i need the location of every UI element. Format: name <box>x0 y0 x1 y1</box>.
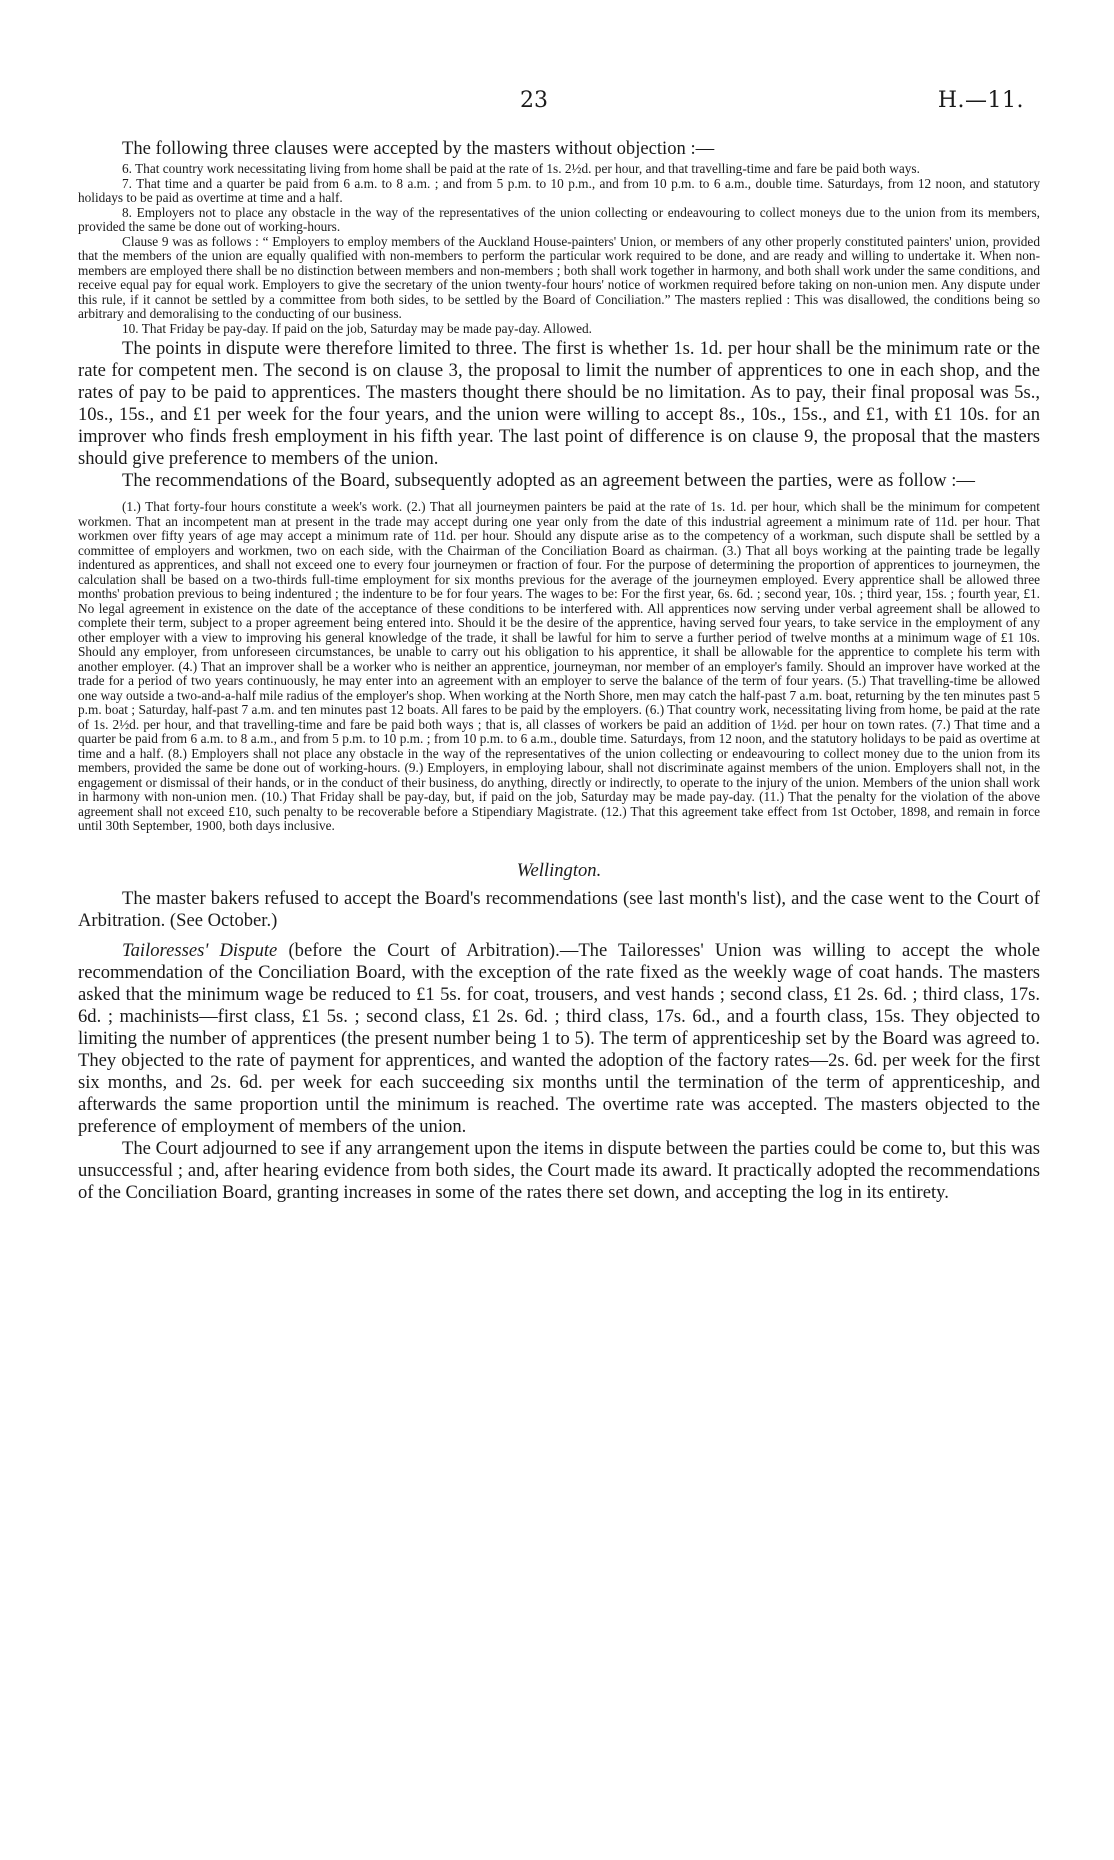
court-paragraph: The Court adjourned to see if any arrangement upon the items in dispute between the parties could be come to, but this was unsuccessful ; and, after hearing evidence from both sides, the Court made its award. It practically adopted the recommendations of the Conciliation Board, granting increases in some of the rates there set down, and accepting the log in its entirety. <box>78 1137 1040 1203</box>
points-in-dispute: The points in dispute were therefore limited to three. The first is whether 1s. 1d. per hour shall be the minimum rate or the rate for competent men. The second is on clause 3, the proposal to limit the number of apprentices to one in each shop, and the rates of pay to be paid to apprentices. The masters thought there should be no limitation. As to pay, their final proposal was 5s., 10s., 15s., and £1 per week for the four years, and the union were willing to accept 8s., 10s., 15s., and £1, with £1 10s. for an improver who finds fresh employment in his fifth year. The last point of difference is on clause 9, the proposal that the masters should give preference to members of the union. <box>78 338 1040 469</box>
recommendations-intro: The recommendations of the Board, subsequently adopted as an agreement between the parties, were as follow :— <box>122 470 975 491</box>
clause-8: 8. Employers not to place any obstacle in the way of the representatives of the union collecting or endeavouring to collect moneys due to the union from its members, provided the same be done out of working-hours. <box>78 204 1040 234</box>
recommendations-text: (1.) That forty-four hours constitute a week's work. (2.) That all journeymen painters be paid at the rate of 1s. 1d. per hour, which shall be the minimum for competent workmen. That an incompetent man at present in the trade may accept during one year only from the date of this industrial agreement a minimum rate of 11d. per hour. That workmen over fifty years of age may accept a minimum rate of 11d. per hour. Should any dispute arise as to the competency of a workman, such dispute shall be settled by a committee of employers and workmen, two on each side, with the Chairman of the Conciliation Board as chairman. (3.) That all boys working at the painting trade be legally indentured as apprentices, and shall not exceed one to every four journeymen or fraction of four. For the purpose of determining the proportion of apprentices to journeymen, the calculation shall be based on a two-thirds full-time employment for six months previous for the average of the journeymen employed. Every apprentice shall be allowed three months' probation previous to being indentured ; the indenture to be for four years. The wages to be: For the first year, 6s. 6d. ; second year, 10s. ; third year, 15s. ; fourth year, £1. No legal agreement in existence on the date of the acceptance of these conditions to be interfered with. All apprentices now serving under verbal agreement shall be allowed to complete their term, subject to a proper agreement being entered into. Should it be the desire of the apprentice, having served four years, to take service in the employment of any other employer with a view to improving his general knowledge of the trade, it shall be lawful for him to serve a further period of twelve months at a minimum wage of £1 10s. Should any employer, from unforeseen circumstances, be unable to carry out his obligation to his apprentice, it shall be allowable for the apprentice to complete his term with another employer. (4.) That an improver shall be a worker who is neither an apprentice, journeyman, nor member of an employer's family. Should an improver have worked at the trade for a period of two years continuously, he may enter into an agreement with an employer to serve the balance of the term of four years. (5.) That travelling-time be allowed one way outside a two-and-a-half mile radius of the employer's shop. When working at the North Shore, men may catch the half-past 7 a.m. boat, returning by the ten minutes past 5 p.m. boat ; Saturday, half-past 7 a.m. and ten minutes past 12 boats. All fares to be paid by the employers. (6.) That country work, necessitating living from home, be paid at the rate of 1s. 2½d. per hour, and that travelling-time and fare be paid both ways ; that is, all classes of workers be paid an addition of 1½d. per hour on town rates. (7.) That time and a quarter be paid from 6 a.m. to 8 a.m., and from 5 p.m. to 10 p.m. ; from 10 p.m. to 6 a.m., double time. Saturdays, from 12 noon, and the statutory holidays to be paid as overtime at time and a half. (8.) Employers shall not place any obstacle in the way of the representatives of the union collecting or endeavouring to collect money due to the union from its members, provided the same be done out of working-hours. (9.) Employers, in employing labour, shall not discriminate against members of the union. Employers shall not, in the engagement or dismissal of their hands, or in the conduct of their business, do anything, directly or indirectly, to operate to the injury of the union. Members of the union shall work in harmony with non-union men. (10.) That Friday shall be pay-day, but, if paid on the job, Saturday may be made pay-day. (11.) That the penalty for the violation of the above agreement shall not exceed £10, such penalty to be recoverable before a Stipendiary Magistrate. (12.) That this agreement take effect from 1st October, 1898, and remain in force until 30th September, 1900, both days inclusive. <box>78 499 1040 833</box>
page-number: 23 <box>520 88 548 113</box>
page-body <box>78 138 1040 1204</box>
tailoresses-text: (before the Court of Arbitration).—The Tailoresses' Union was willing to accept the whole recommendation of the Conciliation Board, with the exception of the rate fixed as the weekly wage of coat hands. The masters asked that the minimum wage be reduced to £1 5s. for coat, trousers, and vest hands ; second class, £1 2s. 6d. ; third class, 17s. 6d. ; machinists—first class, £1 5s. ; second class, £1 2s. 6d. ; third class, 17s. 6d., and a fourth class, 15s. They objected to limiting the number of apprentices (the present number being 1 to 5). The term of apprenticeship set by the Board was agreed to. They objected to the rate of payment for apprentices, and wanted the adoption of the factory rates—2s. 6d. per week for the first six months, and 2s. 6d. per week for each succeeding six months until the termination of the term of apprenticeship, and afterwards the same proportion until the minimum is reached. The overtime rate was accepted. The masters objected to the preference of employment of members of the union. <box>78 939 1040 1137</box>
clause-9: Clause 9 was as follows : “ Employers to employ members of the Auckland House-painters' Union, or members of any other properly constituted painters' union, provided that the members of the union are equally qualified with non-members to perform the particular work required to be done, and are ready and willing to undertake it. When non-members are employed there shall be no distinction between members and non-members ; both shall work together in harmony, and both shall work under the same conditions, and receive equal pay for equal work. Employers to give the secretary of the union twenty-four hours' notice of workmen required before taking on non-union men. Any dispute under this rule, if it cannot be settled by a committee from both sides, to be settled by the Board of Conciliation.” The masters replied : This was disallowed, the conditions being so arbitrary and demoralising to the conducting of our business. <box>78 233 1040 321</box>
clause-10: 10. That Friday be pay-day. If paid on the job, Saturday may be made pay-day. Allowed. <box>122 320 592 336</box>
clause-7: 7. That time and a quarter be paid from 6 a.m. to 8 a.m. ; and from 5 p.m. to 10 p.m., and from 10 p.m. to 6 a.m., double time. Saturdays, from 12 noon, and statutory holidays to be paid as overtime at time and a half. <box>78 175 1040 205</box>
tailoresses-paragraph <box>78 940 1040 1138</box>
intro-paragraph: The following three clauses were accepted by the masters without objection :— <box>122 138 715 159</box>
page-header <box>0 88 1114 118</box>
tailoresses-title: Tailoresses' Dispute <box>122 939 278 961</box>
clause-6: 6. That country work necessitating living from home shall be paid at the rate of 1s. 2½d. per hour, and that travelling-time and fare be paid both ways. <box>122 161 920 176</box>
bakers-paragraph: The master bakers refused to accept the Board's recommendations (see last month's list), and the case went to the Court of Arbitration. (See October.) <box>78 887 1040 931</box>
section-heading: Wellington. <box>516 859 602 881</box>
document-reference: H.—11. <box>937 88 1024 113</box>
